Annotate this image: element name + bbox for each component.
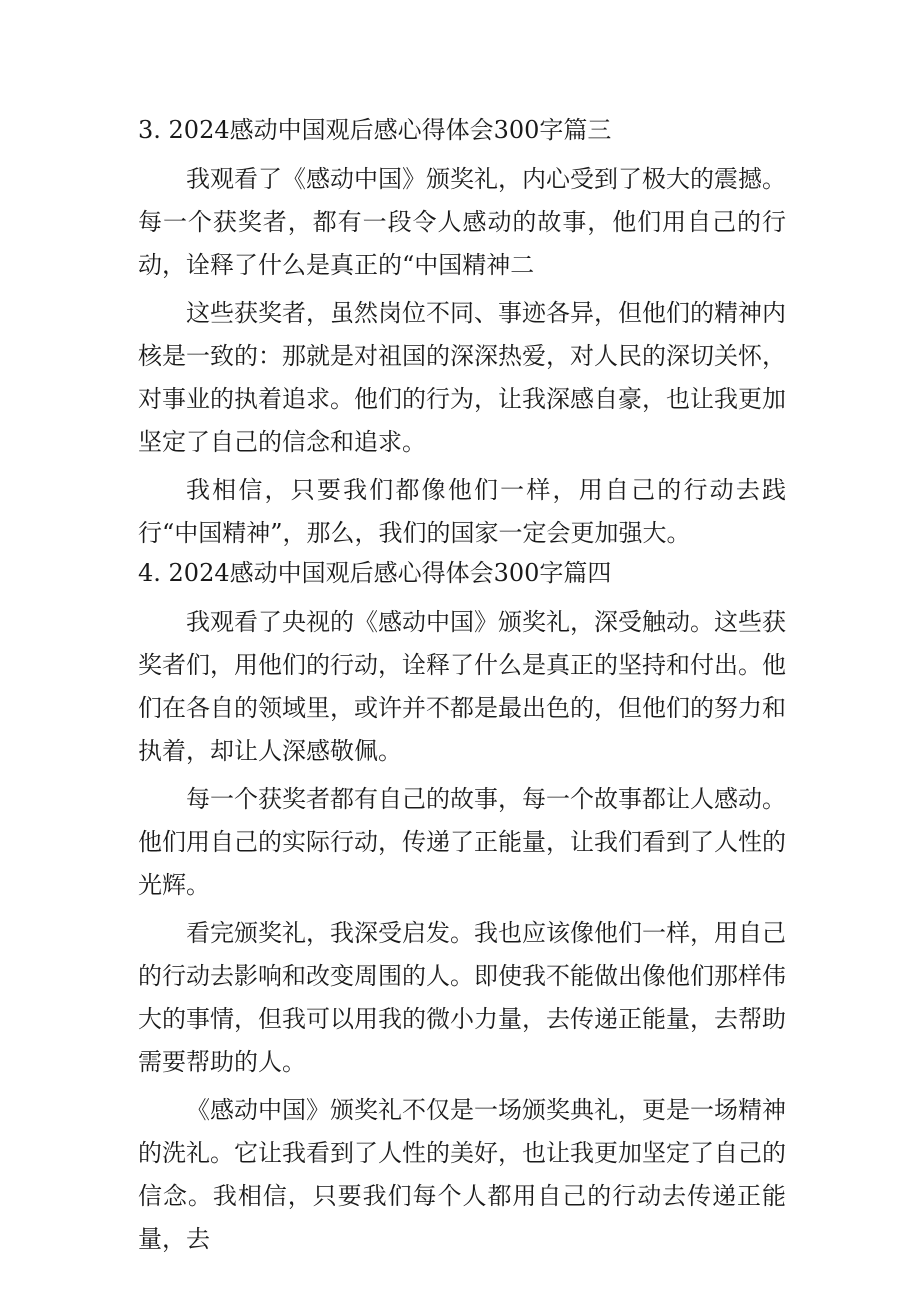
section-4 xyxy=(138,555,786,1261)
section-heading: 3. 2024感动中国观后感心得体会300字篇三 xyxy=(138,116,612,144)
paragraph: 这些获奖者，虽然岗位不同、事迹各异，但他们的精神内核是一致的：那就是对祖国的深深热爱，对人民的深切关怀，对事业的执着追求。他们的行为，让我深感自豪，也让我更加坚定了自己的信念和追求。 xyxy=(138,299,786,456)
paragraph: 看完颁奖礼，我深受启发。我也应该像他们一样，用自己的行动去影响和改变周围的人。即使我不能做出像他们那样伟大的事情，但我可以用我的微小力量，去传递正能量，去帮助需要帮助的人。 xyxy=(138,919,786,1076)
paragraph: 《感动中国》颁奖礼不仅是一场颁奖典礼，更是一场精神的洗礼。它让我看到了人性的美好，也让我更加坚定了自己的信念。我相信，只要我们每个人都用自己的行动去传递正能量，去 xyxy=(138,1096,786,1253)
document-page xyxy=(138,112,786,1261)
section-heading: 4. 2024感动中国观后感心得体会300字篇四 xyxy=(138,559,612,587)
paragraph: 我相信，只要我们都像他们一样，用自己的行动去践行“中国精神”，那么，我们的国家一定会更加强大。 xyxy=(138,476,786,547)
paragraph: 每一个获奖者都有自己的故事，每一个故事都让人感动。他们用自己的实际行动，传递了正能量，让我们看到了人性的光辉。 xyxy=(138,785,786,899)
paragraph: 我观看了央视的《感动中国》颁奖礼，深受触动。这些获奖者们，用他们的行动，诠释了什么是真正的坚持和付出。他们在各自的领域里，或许并不都是最出色的，但他们的努力和执着，却让人深感敬佩。 xyxy=(138,608,786,765)
section-3 xyxy=(138,112,786,555)
paragraph: 我观看了《感动中国》颁奖礼，内心受到了极大的震撼。每一个获奖者，都有一段令人感动的故事，他们用自己的行动，诠释了什么是真正的“中国精神二 xyxy=(138,165,786,279)
